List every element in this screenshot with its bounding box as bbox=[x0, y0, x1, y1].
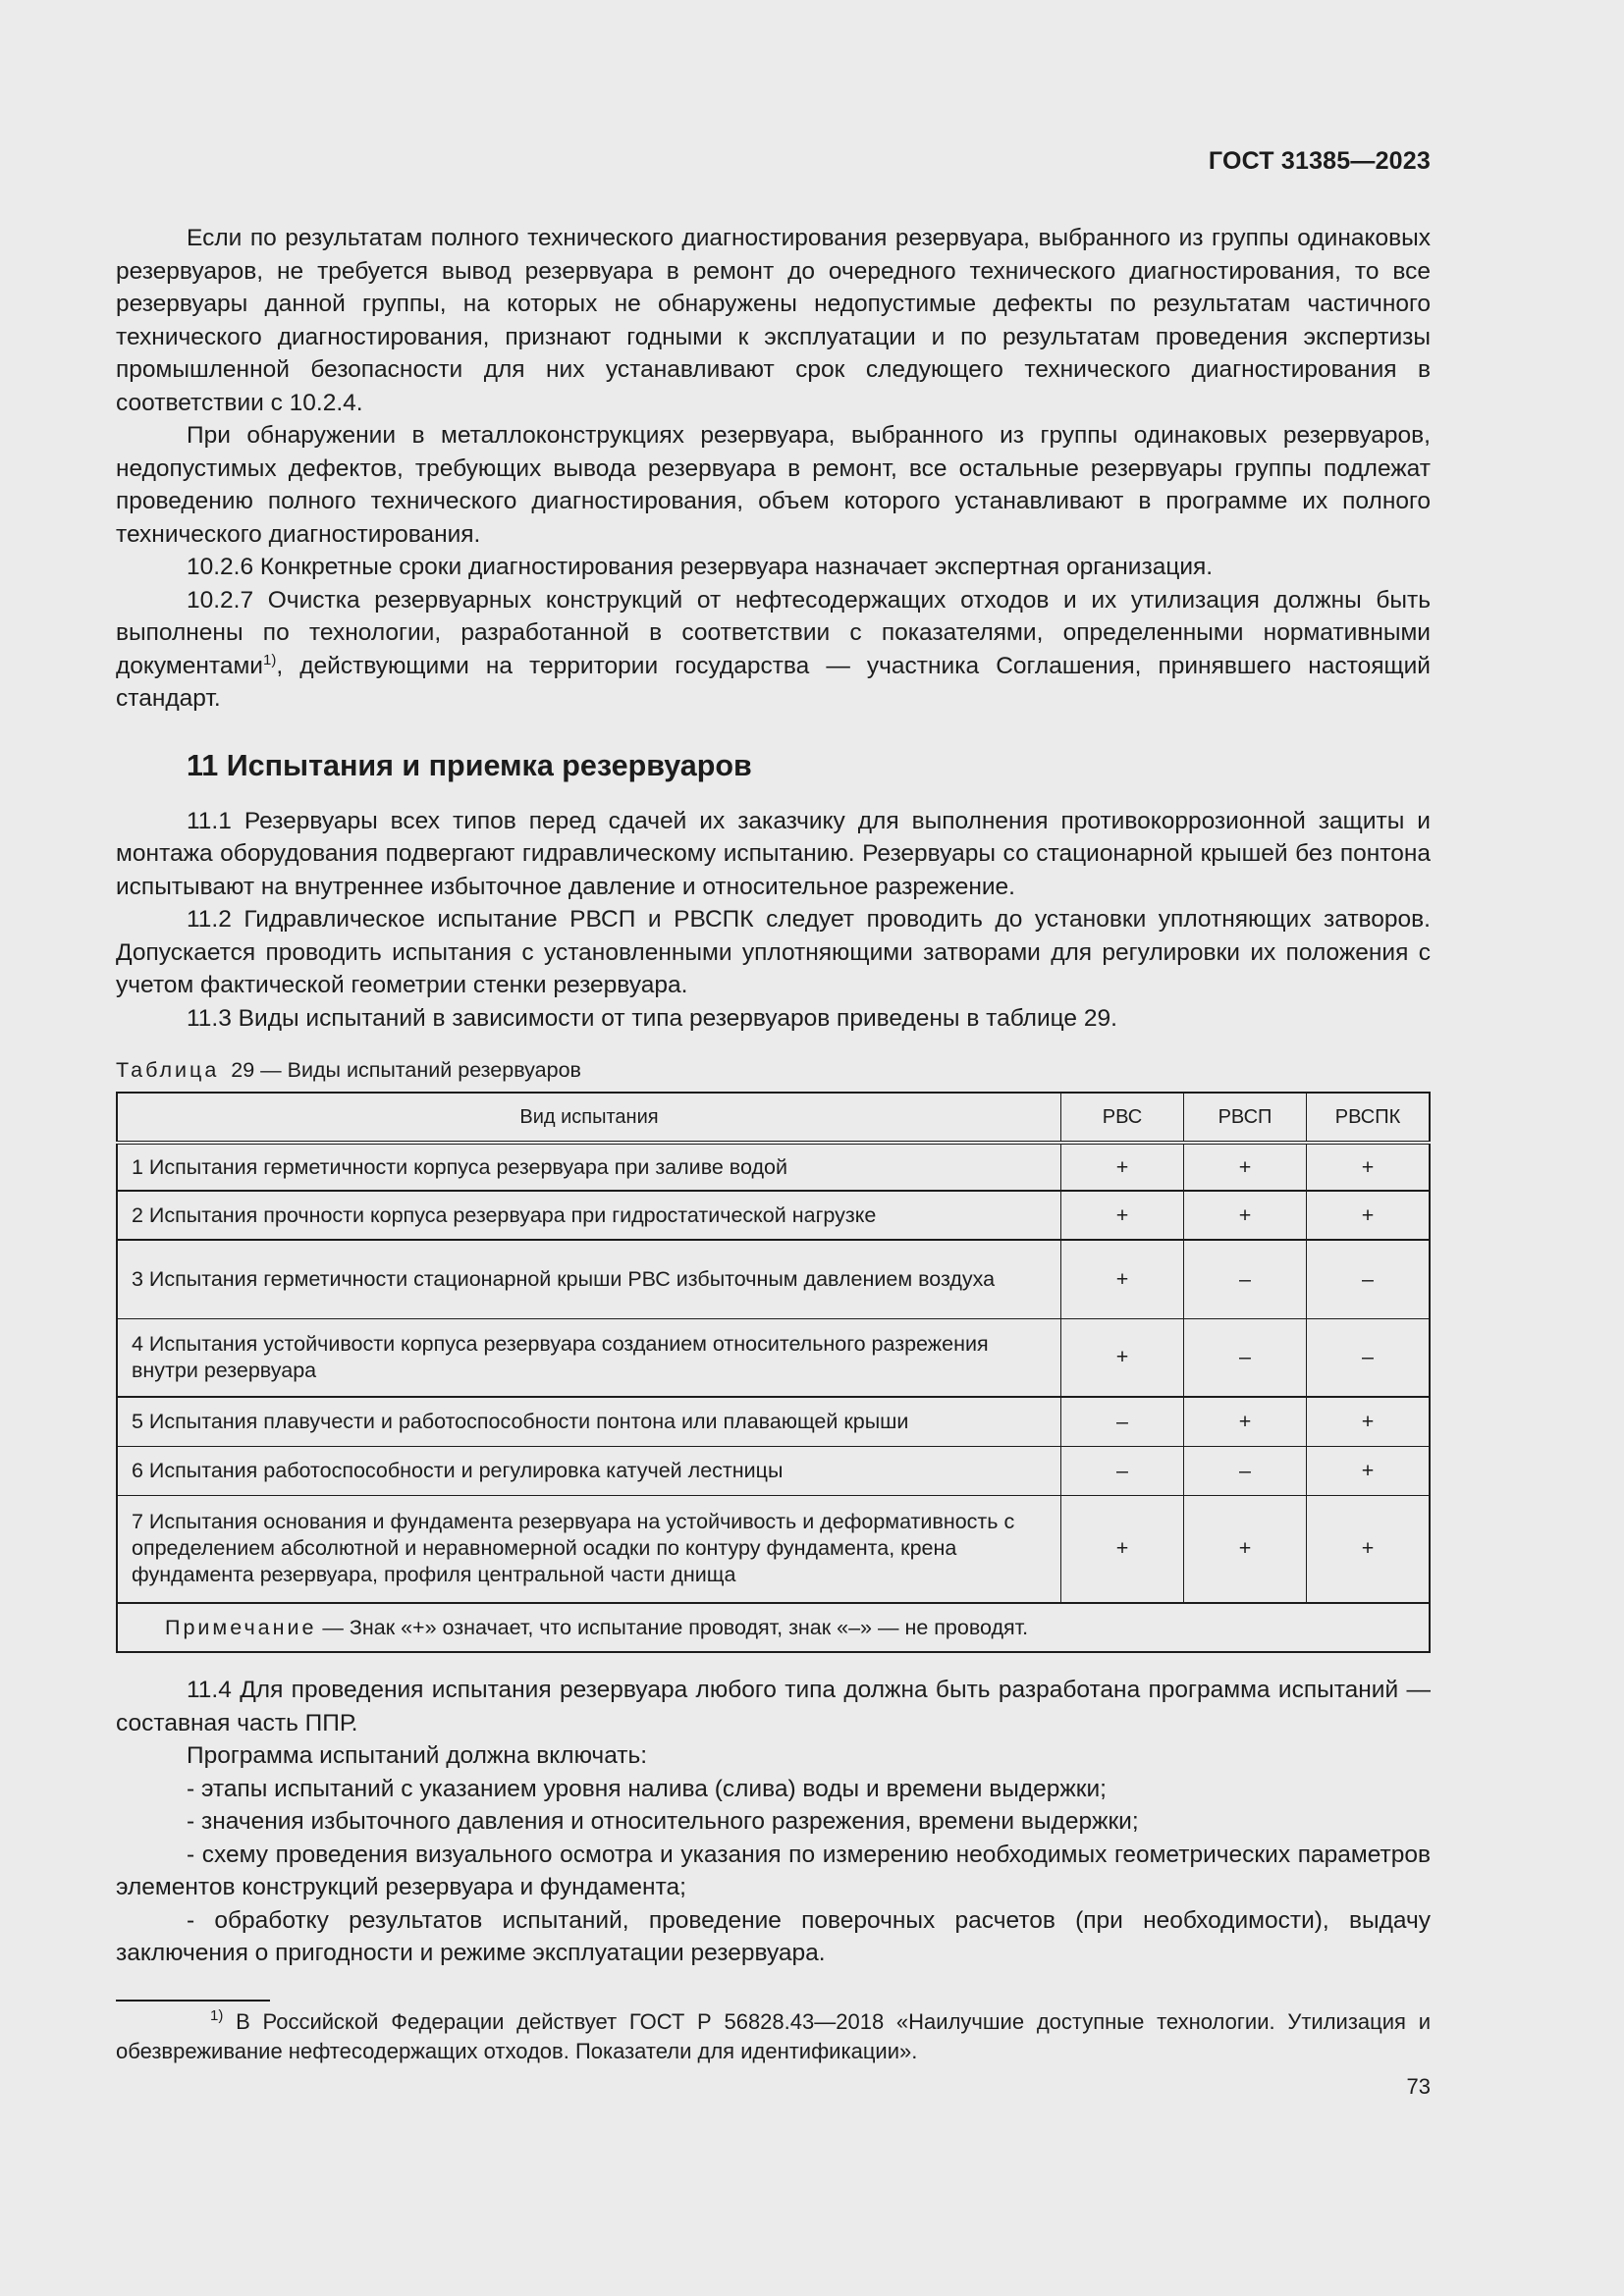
note-text: — Знак «+» означает, что испытание проводят, знак «–» — не проводят. bbox=[316, 1615, 1029, 1639]
footnote bbox=[116, 2007, 1431, 2066]
table-row bbox=[117, 1397, 1430, 1446]
paragraph-11-2: 11.2 Гидравлическое испытание РВСП и РВСПК следует проводить до установки уплотняющих затворов. Допускается проводить испытания с установленными уплотняющими затворами для регулировки их положения с учетом фактической геометрии стенки резервуара. bbox=[116, 906, 1431, 998]
section-heading: 11 Испытания и приемка резервуаров bbox=[187, 748, 752, 782]
table-header-row bbox=[117, 1093, 1430, 1143]
mark-rvsp: + bbox=[1184, 1191, 1307, 1240]
program-intro: Программа испытаний должна включать: bbox=[187, 1742, 648, 1769]
col-header-test-type: Вид испытания bbox=[117, 1093, 1061, 1143]
mark-rvspk: + bbox=[1307, 1495, 1431, 1603]
mark-rvspk: + bbox=[1307, 1143, 1431, 1191]
table-note-row bbox=[117, 1603, 1430, 1652]
col-header-rvspk: РВСПК bbox=[1307, 1093, 1431, 1143]
mark-rvsp: + bbox=[1184, 1397, 1307, 1446]
mark-rvsp: – bbox=[1184, 1446, 1307, 1495]
tests-table bbox=[116, 1092, 1431, 1653]
mark-rvs: + bbox=[1061, 1495, 1184, 1603]
table-caption-text: 29 — Виды испытаний резервуаров bbox=[231, 1058, 581, 1082]
test-name: 4 Испытания устойчивости корпуса резервуара созданием относительного разрежения внутри резервуара bbox=[117, 1318, 1061, 1397]
table-row bbox=[117, 1143, 1430, 1191]
mark-rvs: + bbox=[1061, 1318, 1184, 1397]
table-row bbox=[117, 1191, 1430, 1240]
paragraph-text: , действующими на территории государства — участника Соглашения, принявшего настоящий стандарт. bbox=[116, 652, 1431, 712]
test-name: 6 Испытания работоспособности и регулировка катучей лестницы bbox=[117, 1446, 1061, 1495]
footnote-body: В Российской Федерации действует ГОСТ Р 56828.43—2018 «Наилучшие доступные технологии. Утилизация и обезвреживание нефтесодержащих отходов. Показатели для идентификации». bbox=[116, 2008, 1431, 2063]
table-caption-word: Таблица bbox=[116, 1058, 220, 1082]
mark-rvspk: + bbox=[1307, 1397, 1431, 1446]
mark-rvs: + bbox=[1061, 1191, 1184, 1240]
test-name: 2 Испытания прочности корпуса резервуара при гидростатической нагрузке bbox=[117, 1191, 1061, 1240]
mark-rvsp: + bbox=[1184, 1495, 1307, 1603]
document-body bbox=[116, 222, 1431, 2066]
mark-rvs: – bbox=[1061, 1397, 1184, 1446]
mark-rvs: – bbox=[1061, 1446, 1184, 1495]
paragraph: Если по результатам полного технического диагностирования резервуара, выбранного из группы одинаковых резервуаров, не требуется вывод резервуара в ремонт до очередного технического диагностирования, то все резервуары данной группы, на которых не обнаружены недопустимые дефекты по результатам частичного технического диагностирования, признают годными к эксплуатации и по результатам проведения экспертизы промышленной безопасности для них устанавливают срок следующего технического диагностирования в соответствии с 10.2.4. bbox=[116, 225, 1431, 416]
page-number: 73 bbox=[1406, 2074, 1431, 2099]
paragraph-11-3: 11.3 Виды испытаний в зависимости от типа резервуаров приведены в таблице 29. bbox=[187, 1004, 1117, 1032]
list-item: - этапы испытаний с указанием уровня налива (слива) воды и времени выдержки; bbox=[187, 1775, 1107, 1802]
paragraph-11-4: 11.4 Для проведения испытания резервуара любого типа должна быть разработана программа испытаний — составная часть ППР. bbox=[116, 1677, 1431, 1736]
mark-rvspk: – bbox=[1307, 1240, 1431, 1318]
test-name: 5 Испытания плавучести и работоспособности понтона или плавающей крыши bbox=[117, 1397, 1061, 1446]
mark-rvs: + bbox=[1061, 1240, 1184, 1318]
table-caption bbox=[116, 1055, 1431, 1085]
mark-rvsp: – bbox=[1184, 1318, 1307, 1397]
program-list bbox=[116, 1773, 1431, 1970]
mark-rvspk: + bbox=[1307, 1191, 1431, 1240]
list-item: - схему проведения визуального осмотра и указания по измерению необходимых геометрических параметров элементов конструкций резервуара и фундамента; bbox=[116, 1841, 1431, 1900]
mark-rvs: + bbox=[1061, 1143, 1184, 1191]
table-row bbox=[117, 1318, 1430, 1397]
table-row bbox=[117, 1446, 1430, 1495]
test-name: 7 Испытания основания и фундамента резервуара на устойчивость и деформативность с определением абсолютной и неравномерной осадки по контуру фундамента, крена фундамента резервуара, профиля центральной части днища bbox=[117, 1495, 1061, 1603]
test-name: 3 Испытания герметичности стационарной крыши РВС избыточным давлением воздуха bbox=[117, 1240, 1061, 1318]
col-header-rvsp: РВСП bbox=[1184, 1093, 1307, 1143]
paragraph-text: 10.2.7 Очистка резервуарных конструкций от нефтесодержащих отходов и их утилизация должны быть выполнены по технологии, разработанной в соответствии с показателями, определенными нормативными документами bbox=[116, 586, 1431, 679]
paragraph-10-2-7 bbox=[116, 584, 1431, 716]
col-header-rvs: РВС bbox=[1061, 1093, 1184, 1143]
table-row bbox=[117, 1495, 1430, 1603]
mark-rvspk: – bbox=[1307, 1318, 1431, 1397]
table-row bbox=[117, 1240, 1430, 1318]
footnote-mark: 1) bbox=[210, 2006, 224, 2024]
paragraph-11-1: 11.1 Резервуары всех типов перед сдачей их заказчику для выполнения противокоррозионной защиты и монтажа оборудования подвергают гидравлическому испытанию. Резервуары со стационарной крышей без понтона испытывают на внутреннее избыточное давление и относительное разрежение. bbox=[116, 807, 1431, 900]
mark-rvspk: + bbox=[1307, 1446, 1431, 1495]
mark-rvsp: – bbox=[1184, 1240, 1307, 1318]
list-item: - значения избыточного давления и относительного разрежения, времени выдержки; bbox=[187, 1808, 1139, 1835]
paragraph: При обнаружении в металлоконструкциях резервуара, выбранного из группы одинаковых резервуаров, недопустимых дефектов, требующих вывода резервуара в ремонт, все остальные резервуары группы подлежат проведению полного технического диагностирования, объем которого устанавливают в программе их полного технического диагностирования. bbox=[116, 422, 1431, 548]
document-header: ГОСТ 31385—2023 bbox=[1208, 147, 1431, 175]
footnote-divider bbox=[116, 2000, 270, 2002]
list-item: - обработку результатов испытаний, проведение поверочных расчетов (при необходимости), выдачу заключения о пригодности и режиме эксплуатации резервуара. bbox=[116, 1906, 1431, 1966]
mark-rvsp: + bbox=[1184, 1143, 1307, 1191]
paragraph-10-2-6: 10.2.6 Конкретные сроки диагностирования резервуара назначает экспертная организация. bbox=[187, 554, 1214, 580]
footnote-ref: 1) bbox=[263, 651, 277, 668]
footnote-text bbox=[116, 2007, 1431, 2066]
test-name: 1 Испытания герметичности корпуса резервуара при заливе водой bbox=[117, 1143, 1061, 1191]
note-word: Примечание bbox=[165, 1615, 317, 1639]
table-note bbox=[117, 1603, 1430, 1652]
